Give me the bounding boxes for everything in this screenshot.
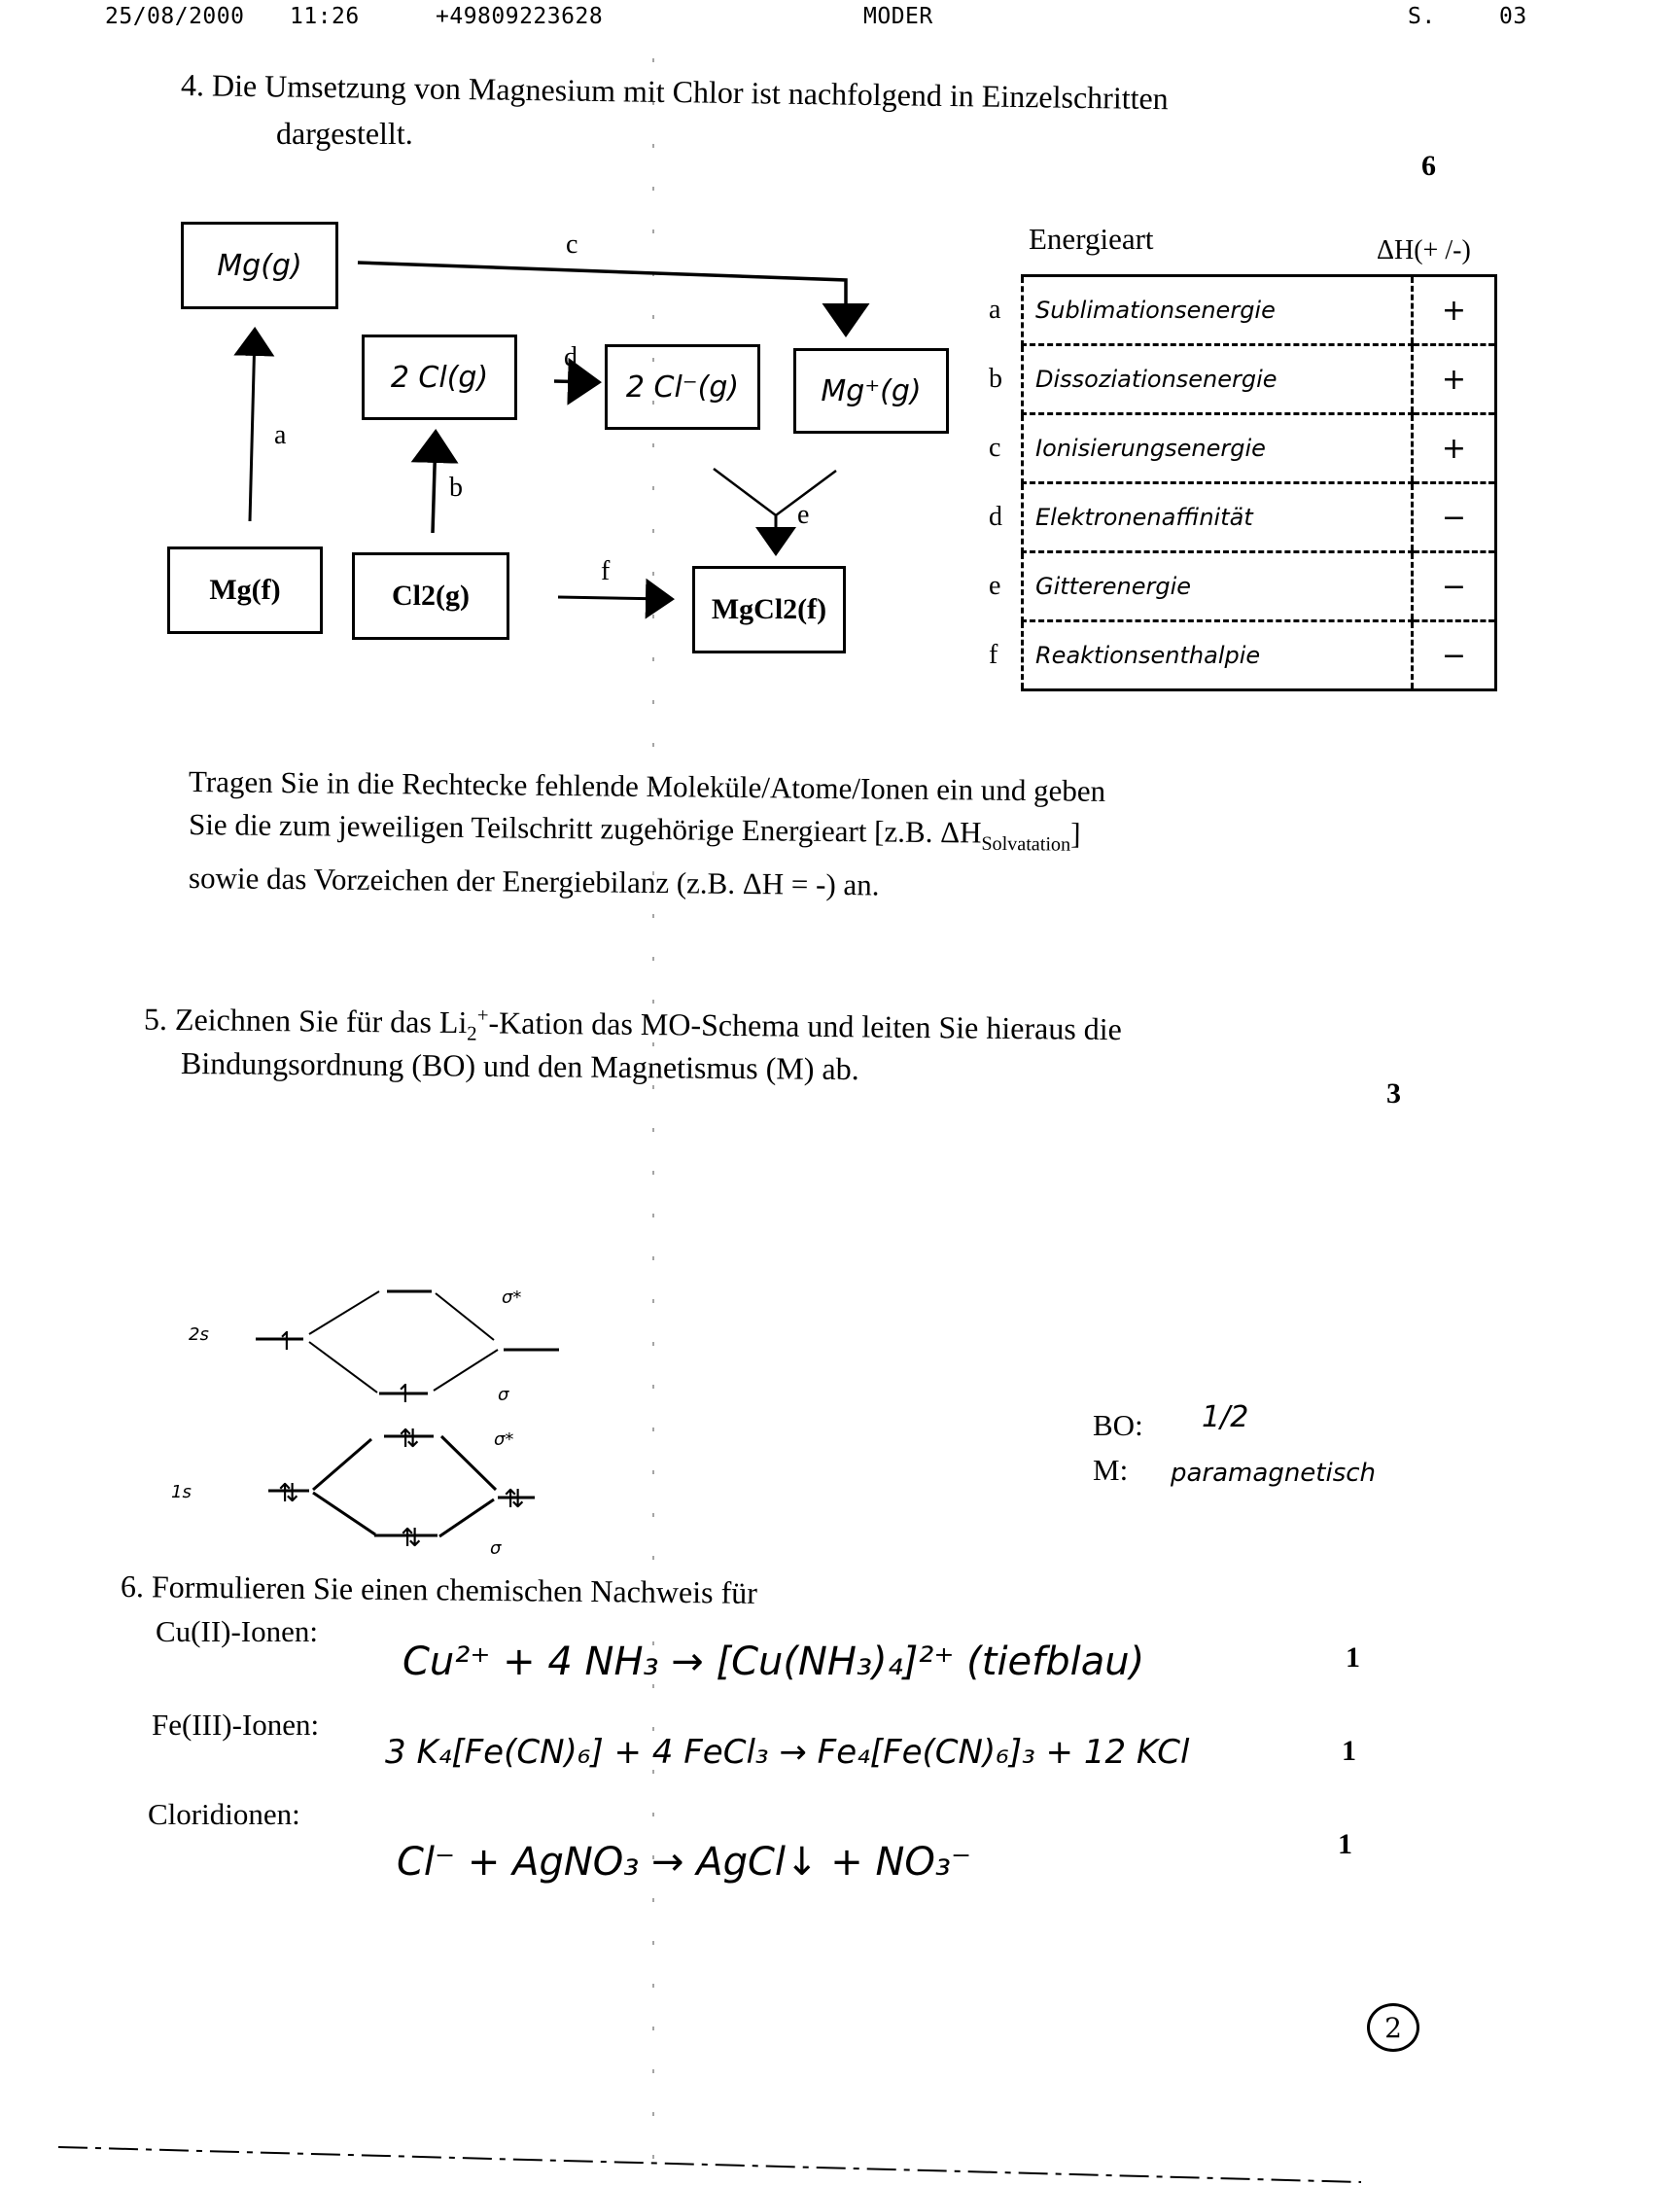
q5-points: 3 (1386, 1077, 1401, 1110)
row-letter: b (989, 364, 1002, 394)
electron-sigma-2s: ↿ (395, 1380, 416, 1409)
electrons-sigma-1s: ⇅ (401, 1524, 422, 1553)
q4-text: Die Umsetzung von Magnesium mit Chlor ist nachfolgend in Einzelschritten (211, 67, 1169, 117)
m-value: paramagnetisch (1171, 1459, 1377, 1488)
q4-number: 4. (180, 67, 205, 103)
electron-2s-left: ↿ (276, 1327, 298, 1357)
energy-sign: + (1413, 414, 1496, 483)
q5-sup: + (476, 1004, 489, 1027)
row-letter: a (989, 295, 1001, 325)
q6-answer-cl: Cl⁻ + AgNO₃ → AgCl↓ + NO₃⁻ (397, 1840, 972, 1885)
energy-sign: − (1413, 483, 1496, 552)
q5-number: 5. (143, 1001, 168, 1037)
m-label: M: (1093, 1453, 1129, 1487)
q6-label-cl: Cloridionen: (148, 1797, 300, 1831)
box-cl-atoms: 2 Cl(g) (362, 335, 517, 420)
label-1s: 1s (171, 1482, 192, 1502)
energy-sign: + (1413, 345, 1496, 414)
box-mg-ion: Mg⁺(g) (793, 348, 949, 434)
table-header-sign: ΔH(+ /-) (1377, 235, 1471, 265)
energy-name: Sublimationsenergie (1035, 297, 1276, 324)
electrons-sigma-star-1s: ⇅ (399, 1425, 420, 1454)
energy-name: Elektronenaffinität (1035, 504, 1253, 531)
bo-label: BO: (1093, 1408, 1143, 1442)
row-letter: f (989, 640, 998, 670)
fax-date: 25/08/2000 (105, 4, 245, 29)
row-letter: c (989, 433, 1001, 463)
box-mg-gas: Mg(g) (181, 222, 338, 309)
label-sigma-1s: σ (490, 1538, 502, 1559)
energy-name: Ionisierungsenergie (1035, 435, 1266, 462)
q6-points-fe: 1 (1342, 1735, 1356, 1767)
label-sigma-star-1s: σ* (494, 1429, 514, 1450)
fax-sender: MODER (863, 4, 933, 29)
arrow-label-a: a (274, 420, 287, 450)
q6-label-fe: Fe(III)-Ionen: (152, 1708, 320, 1742)
table-header-energy: Energieart (1029, 222, 1154, 256)
arrow-label-c: c (566, 229, 578, 260)
cl2-gas-label: Cl2(g) (392, 580, 470, 612)
q5-sub: 2 (467, 1022, 477, 1045)
energy-name: Reaktionsenthalpie (1035, 642, 1261, 669)
bo-value: 1/2 (1202, 1400, 1249, 1434)
instruction-line1: Tragen Sie in die Rechtecke fehlende Moleküle/Atome/Ionen ein und geben (188, 764, 1106, 808)
q6-points-cu: 1 (1346, 1641, 1360, 1674)
instruction-bracket: ] (1070, 816, 1081, 851)
fax-page-label: S. (1408, 4, 1436, 29)
q4-text-line2: dargestellt. (276, 116, 413, 151)
arrow-label-e: e (797, 500, 810, 530)
q6-answer-fe: 3 K₄[Fe(CN)₆] + 4 FeCl₃ → Fe₄[Fe(CN)₆]₃ + 12 KCl (385, 1733, 1190, 1772)
row-letter: e (989, 571, 1001, 601)
q5-text-pre: Zeichnen Sie für das Li (174, 1001, 468, 1040)
instruction-subscript: Solvatation (981, 832, 1071, 856)
label-2s: 2s (189, 1324, 209, 1345)
row-letter: d (989, 502, 1002, 532)
arrow-label-d: d (564, 342, 578, 372)
electrons-1s-right: ⇅ (504, 1485, 525, 1514)
label-sigma-2s: σ (498, 1385, 509, 1405)
q5-text-post: -Kation das MO-Schema und leiten Sie hieraus die (488, 1005, 1123, 1047)
instruction-line3: sowie das Vorzeichen der Energiebilanz (z.B. ΔH = -) an. (188, 861, 880, 902)
energy-sign: − (1413, 621, 1496, 690)
q6-label-cu: Cu(II)-Ionen: (156, 1614, 318, 1648)
energy-name: Dissoziationsenergie (1035, 366, 1278, 393)
mgcl2-label: MgCl2(f) (711, 593, 827, 625)
q5-text-line2: Bindungsordnung (BO) und den Magnetismus (M) ab. (180, 1045, 859, 1087)
instruction-line2-text: Sie die zum jeweiligen Teilschritt zugehörige Energieart [z.B. ΔH (188, 807, 982, 850)
q6-question: Formulieren Sie einen chemischen Nachweis für (151, 1569, 758, 1610)
energy-sign: + (1413, 276, 1496, 345)
q4-points: 6 (1421, 150, 1436, 182)
fax-page-number: 03 (1499, 4, 1527, 29)
q6-points-cl: 1 (1338, 1828, 1352, 1860)
fax-number: +49809223628 (436, 4, 604, 29)
energy-name: Gitterenergie (1035, 573, 1191, 600)
q6-answer-cu: Cu²⁺ + 4 NH₃ → [Cu(NH₃)₄]²⁺ (tiefblau) (402, 1640, 1145, 1684)
mg-solid-label: Mg(f) (209, 574, 281, 606)
electrons-1s-left: ⇅ (278, 1479, 299, 1508)
arrow-label-b: b (449, 473, 463, 503)
label-sigma-star-2s: σ* (502, 1287, 522, 1308)
q6-number: 6. (120, 1569, 145, 1604)
energy-sign: − (1413, 552, 1496, 621)
page-mark-number: 2 (1384, 2011, 1402, 2044)
fax-time: 11:26 (290, 4, 360, 29)
arrow-label-f: f (601, 556, 611, 586)
box-cl-ions: 2 Cl⁻(g) (605, 344, 760, 430)
